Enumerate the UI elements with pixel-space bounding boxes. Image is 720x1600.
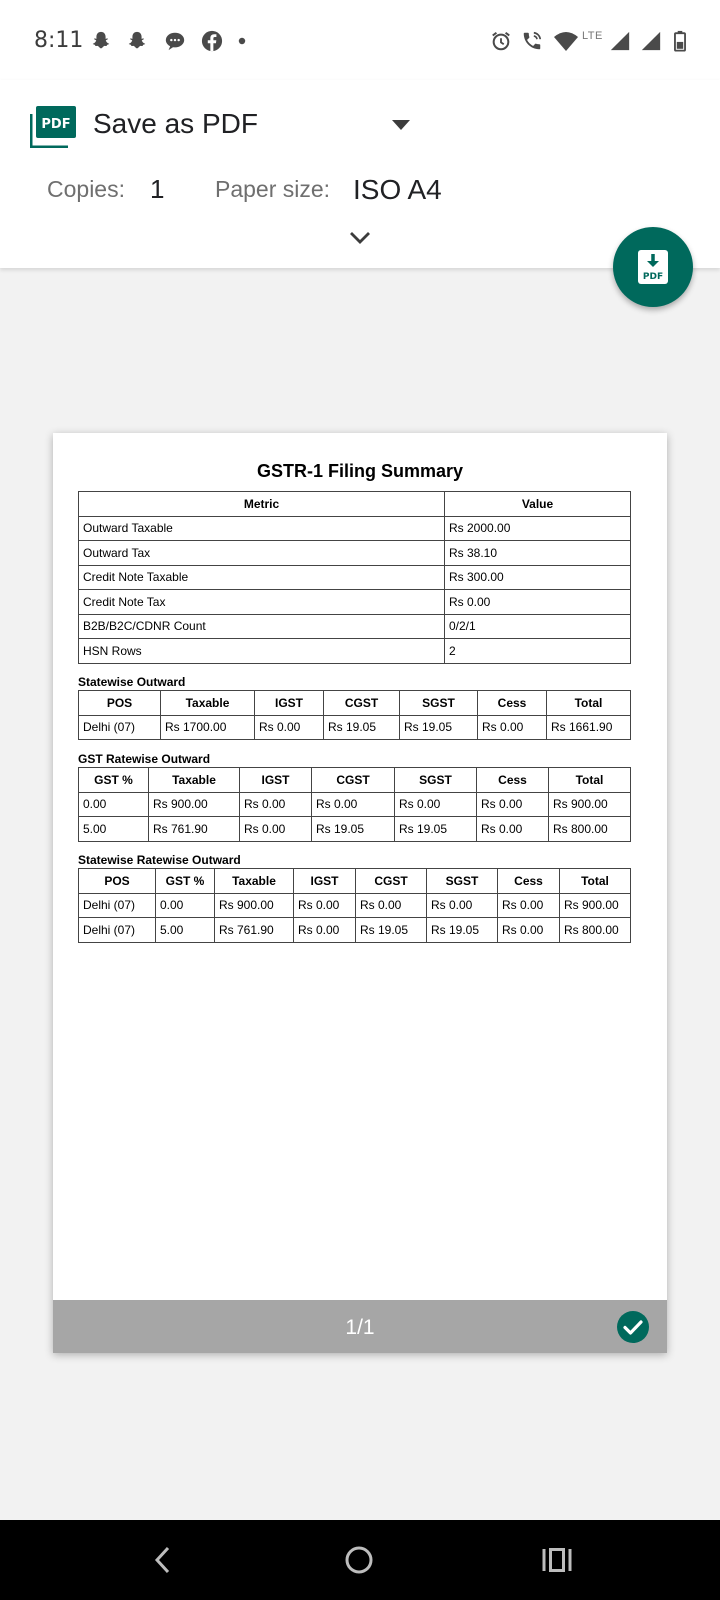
wifi-icon <box>553 30 579 52</box>
table-header-row <box>79 691 631 716</box>
table-cell: Rs 900.00 <box>549 792 631 817</box>
column-header: CGST <box>312 768 395 793</box>
table-cell: 0.00 <box>79 792 149 817</box>
section-title: GST Ratewise Outward <box>78 752 211 766</box>
copies-value[interactable]: 1 <box>150 174 165 204</box>
table-cell: 5.00 <box>156 918 215 943</box>
table-cell: Outward Taxable <box>79 516 445 541</box>
wifi-call-icon <box>521 30 543 52</box>
table-cell: Rs 0.00 <box>395 792 477 817</box>
table-cell: Rs 0.00 <box>477 817 549 842</box>
column-header: SGST <box>427 869 498 894</box>
column-header: GST % <box>79 768 149 793</box>
table-cell: Delhi (07) <box>79 715 161 740</box>
navigation-bar <box>0 1520 720 1600</box>
column-header: IGST <box>255 691 324 716</box>
table-cell: Rs 900.00 <box>149 792 240 817</box>
table-row <box>79 639 631 664</box>
statewise-ratewise-outward-table <box>78 868 631 943</box>
document-title: GSTR-1 Filing Summary <box>256 461 464 481</box>
table-cell: Rs 0.00 <box>498 918 560 943</box>
column-header: POS <box>79 869 156 894</box>
column-header: SGST <box>400 691 478 716</box>
column-header: IGST <box>240 768 312 793</box>
status-bar <box>0 0 720 80</box>
home-icon[interactable] <box>344 1545 374 1575</box>
table-cell: Rs 19.05 <box>312 817 395 842</box>
table-cell: Rs 0.00 <box>445 590 631 615</box>
table-cell: Rs 19.05 <box>324 715 400 740</box>
table-row <box>79 516 631 541</box>
table-row <box>79 614 631 639</box>
table-cell: HSN Rows <box>79 639 445 664</box>
column-header: SGST <box>395 768 477 793</box>
column-header: Metric <box>79 492 445 517</box>
table-row <box>79 817 631 842</box>
table-cell: Rs 0.00 <box>240 792 312 817</box>
battery-icon <box>673 30 687 52</box>
ratewise-outward-table <box>78 767 631 842</box>
table-cell: Rs 0.00 <box>356 893 427 918</box>
table-cell: Rs 761.90 <box>149 817 240 842</box>
snapchat-icon <box>90 30 112 52</box>
alarm-icon <box>490 30 512 52</box>
section-title: Statewise Outward <box>78 675 186 689</box>
section-title: Statewise Ratewise Outward <box>78 853 241 867</box>
column-header: Total <box>547 691 631 716</box>
table-cell: Delhi (07) <box>79 918 156 943</box>
signal-icon <box>640 30 662 52</box>
table-cell: Rs 0.00 <box>427 893 498 918</box>
signal-icon <box>609 30 631 52</box>
column-header: Taxable <box>215 869 294 894</box>
page-counter: 1/1 <box>345 1316 375 1339</box>
table-cell: Rs 0.00 <box>294 918 356 943</box>
svg-text:PDF: PDF <box>642 272 664 282</box>
status-time: 8:11 <box>34 28 84 53</box>
table-cell: 2 <box>445 639 631 664</box>
table-cell: Rs 0.00 <box>294 893 356 918</box>
download-pdf-icon <box>637 249 669 285</box>
table-row <box>79 541 631 566</box>
table-row <box>79 792 631 817</box>
print-options-header <box>0 80 720 268</box>
column-header: CGST <box>324 691 400 716</box>
network-type-label: LTE <box>582 30 603 42</box>
table-cell: Rs 1700.00 <box>161 715 255 740</box>
table-cell: B2B/B2C/CDNR Count <box>79 614 445 639</box>
table-row <box>79 715 631 740</box>
table-header-row <box>79 869 631 894</box>
table-cell: Rs 0.00 <box>477 792 549 817</box>
recents-icon[interactable] <box>541 1546 573 1574</box>
table-cell: Rs 2000.00 <box>445 516 631 541</box>
table-cell: Rs 0.00 <box>255 715 324 740</box>
page-footer <box>53 1300 667 1353</box>
table-cell: Rs 0.00 <box>240 817 312 842</box>
table-cell: Rs 1661.90 <box>547 715 631 740</box>
table-cell: Rs 900.00 <box>215 893 294 918</box>
svg-text:PDF: PDF <box>41 117 71 132</box>
back-icon[interactable] <box>152 1544 172 1576</box>
column-header: Cess <box>478 691 547 716</box>
download-pdf-button[interactable] <box>613 227 693 307</box>
summary-table <box>78 491 631 664</box>
table-cell: Rs 800.00 <box>549 817 631 842</box>
table-row <box>79 565 631 590</box>
table-cell: Rs 19.05 <box>427 918 498 943</box>
column-header: Total <box>560 869 631 894</box>
column-header: CGST <box>356 869 427 894</box>
table-cell: 0.00 <box>156 893 215 918</box>
dropdown-arrow-icon[interactable] <box>390 118 412 132</box>
table-header-row <box>79 768 631 793</box>
column-header: Value <box>445 492 631 517</box>
table-cell: 5.00 <box>79 817 149 842</box>
table-cell: Rs 761.90 <box>215 918 294 943</box>
table-row <box>79 918 631 943</box>
column-header: POS <box>79 691 161 716</box>
table-cell: Rs 38.10 <box>445 541 631 566</box>
table-cell: Rs 0.00 <box>498 893 560 918</box>
page-preview[interactable] <box>53 433 667 1353</box>
pdf-printer-icon <box>30 106 76 148</box>
snapchat-icon <box>126 30 148 52</box>
column-header: Taxable <box>149 768 240 793</box>
column-header: Total <box>549 768 631 793</box>
table-cell: Credit Note Tax <box>79 590 445 615</box>
column-header: IGST <box>294 869 356 894</box>
table-cell: 0/2/1 <box>445 614 631 639</box>
table-cell: Rs 19.05 <box>356 918 427 943</box>
column-header: Cess <box>477 768 549 793</box>
copies-label: Copies: <box>47 176 125 202</box>
column-header: Taxable <box>161 691 255 716</box>
table-row <box>79 893 631 918</box>
column-header: GST % <box>156 869 215 894</box>
table-row <box>79 590 631 615</box>
table-cell: Rs 0.00 <box>478 715 547 740</box>
table-cell: Credit Note Taxable <box>79 565 445 590</box>
table-cell: Rs 19.05 <box>400 715 478 740</box>
table-cell: Delhi (07) <box>79 893 156 918</box>
paper-size-value[interactable]: ISO A4 <box>353 174 442 205</box>
table-cell: Outward Tax <box>79 541 445 566</box>
chevron-down-icon[interactable] <box>348 230 372 246</box>
table-header-row <box>79 492 631 517</box>
chat-bubble-icon <box>164 30 186 52</box>
table-cell: Rs 900.00 <box>560 893 631 918</box>
table-cell: Rs 19.05 <box>395 817 477 842</box>
paper-size-label: Paper size: <box>215 176 331 202</box>
facebook-icon <box>201 30 223 52</box>
printer-selector[interactable]: Save as PDF <box>93 108 258 139</box>
table-cell: Rs 0.00 <box>312 792 395 817</box>
page-selected-check-icon[interactable] <box>616 1310 650 1344</box>
dot-icon <box>236 30 248 52</box>
column-header: Cess <box>498 869 560 894</box>
statewise-outward-table <box>78 690 631 740</box>
table-cell: Rs 300.00 <box>445 565 631 590</box>
table-cell: Rs 800.00 <box>560 918 631 943</box>
